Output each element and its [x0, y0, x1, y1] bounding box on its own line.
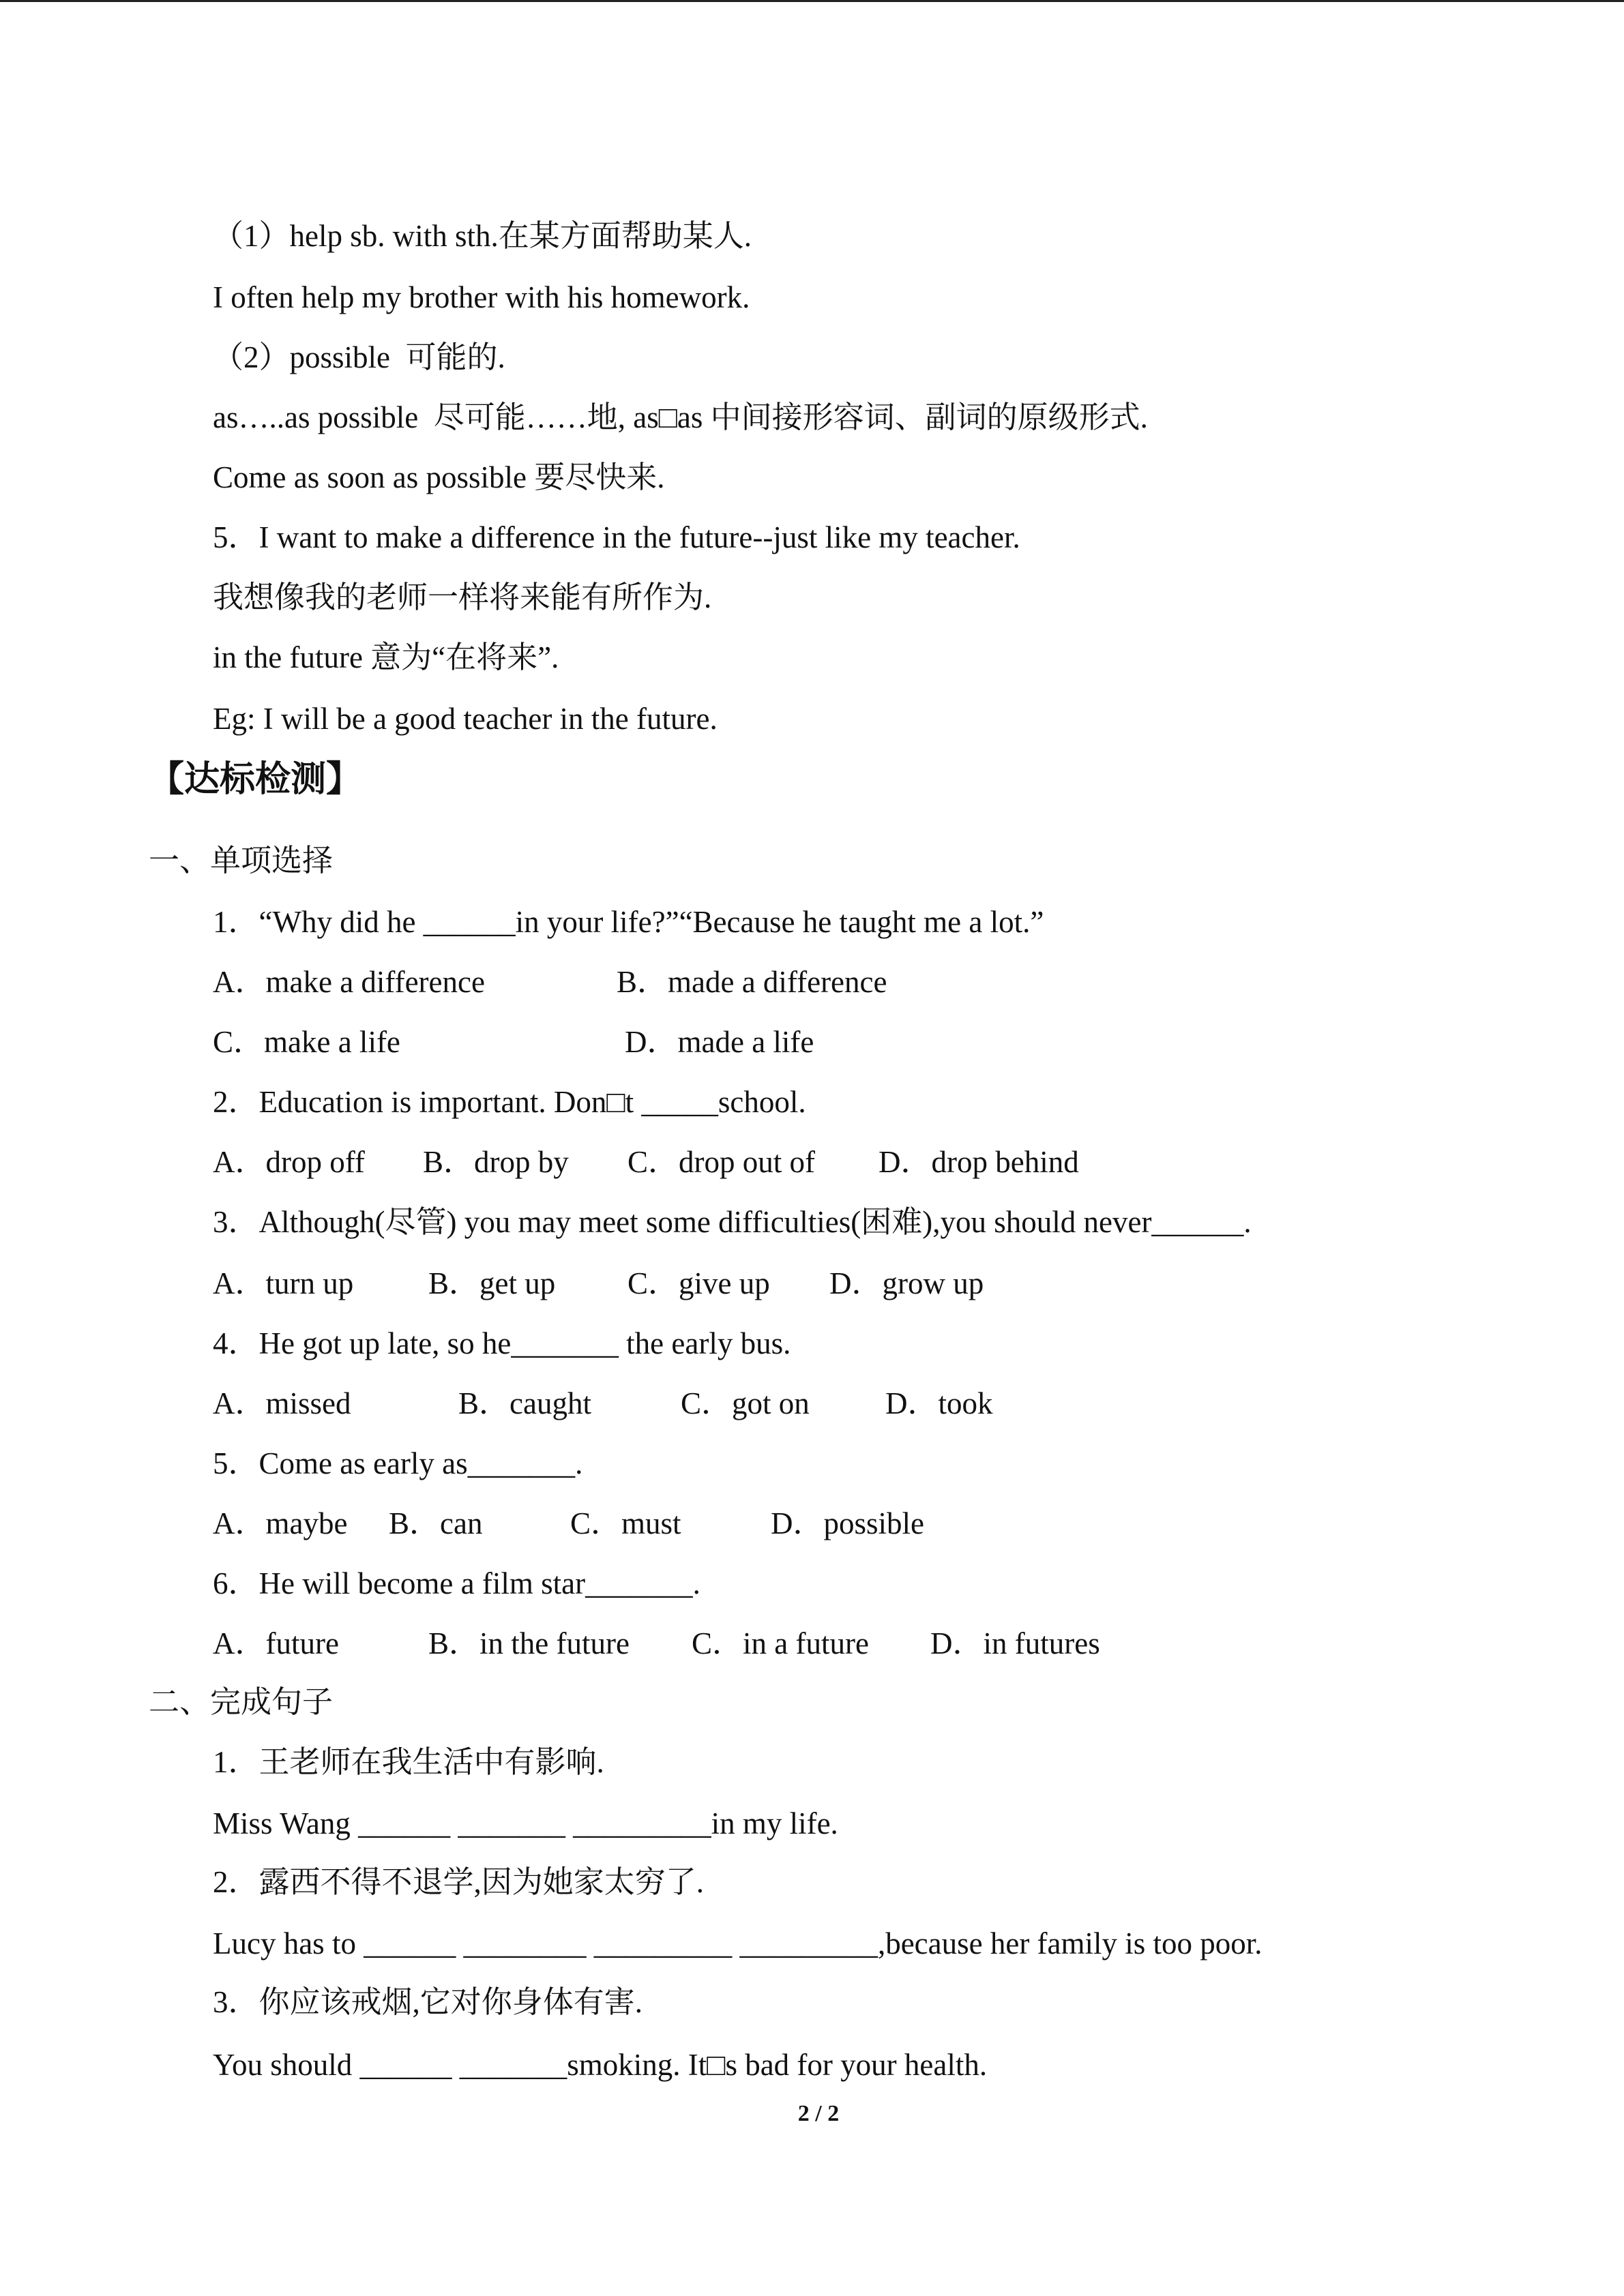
q5-option-c: C．must [570, 1506, 681, 1540]
q1-options-row1 [213, 961, 1441, 1002]
q6-option-c: C．in a future [692, 1626, 869, 1660]
note-5-translation: 我想像我的老师一样将来能有所作为. [213, 580, 712, 614]
q1-stem: 1．“Why did he ______in your life?”“Because he taught me a lot.” [213, 905, 1044, 939]
q4-option-d: D．took [885, 1386, 993, 1420]
note-as-possible-example: Come as soon as possible 要尽快来. [213, 460, 665, 494]
q3-option-c: C．give up [628, 1266, 770, 1300]
q6-option-b: B．in the future [428, 1626, 630, 1660]
q6-option-a: A．future [213, 1626, 339, 1660]
q1-option-d: D．made a life [625, 1025, 814, 1059]
page-number: 2 / 2 [797, 2101, 840, 2126]
q6-options [213, 1623, 1441, 1664]
section-title: 【达标检测】 [149, 759, 362, 800]
note-help-with: （1）help sb. with sth.在某方面帮助某人. [213, 219, 752, 253]
q3-option-d: D．grow up [829, 1266, 984, 1300]
note-possible: （2）possible 可能的. [213, 340, 505, 374]
q5-option-b: B．can [389, 1506, 483, 1540]
note-help-example: I often help my brother with his homework. [213, 280, 750, 314]
q5-options [213, 1503, 1441, 1544]
s3-chinese: 3．你应该戒烟,它对你身体有害. [213, 1985, 643, 2019]
q3-option-b: B．get up [428, 1266, 556, 1300]
q3-stem: 3．Although(尽管) you may meet some difficulties(困难),you should never______. [213, 1205, 1252, 1239]
q3-options [213, 1263, 1441, 1304]
q6-stem: 6．He will become a film star_______. [213, 1566, 700, 1600]
page-top-border [0, 0, 1624, 2]
q3-option-a: A．turn up [213, 1266, 354, 1300]
part1-title: 一、单项选择 [149, 844, 334, 878]
note-as-possible: as…..as possible 尽可能……地, as□as 中间接形容词、副词的原级形式. [213, 400, 1148, 434]
q2-option-b: B．drop by [423, 1145, 569, 1179]
note-in-the-future: in the future 意为“在将来”. [213, 640, 559, 674]
q2-options [213, 1142, 1441, 1182]
s1-english: Miss Wang ______ _______ _________in my life. [213, 1806, 838, 1840]
s2-chinese: 2．露西不得不退学,因为她家太穷了. [213, 1865, 705, 1899]
q1-option-c: C．make a life [213, 1025, 400, 1059]
q5-stem: 5．Come as early as_______. [213, 1446, 583, 1480]
s3-english: You should ______ _______smoking. It□s bad for your health. [213, 2048, 988, 2082]
q5-option-a: A．maybe [213, 1506, 348, 1540]
q6-option-d: D．in futures [930, 1626, 1100, 1660]
q5-option-d: D．possible [771, 1506, 925, 1540]
note-example: Eg: I will be a good teacher in the future. [213, 702, 718, 736]
q1-option-a: A．make a difference [213, 965, 485, 999]
q4-options [213, 1383, 1441, 1424]
q2-option-c: C．drop out of [628, 1145, 815, 1179]
q4-option-b: B．caught [458, 1386, 591, 1420]
q4-stem: 4．He got up late, so he_______ the early bus. [213, 1326, 791, 1360]
q1-options-row2 [213, 1022, 1441, 1062]
q2-option-a: A．drop off [213, 1145, 365, 1179]
q4-option-c: C．got on [681, 1386, 810, 1420]
q1-option-b: B．made a difference [617, 965, 887, 999]
q4-option-a: A．missed [213, 1386, 351, 1420]
q2-option-d: D．drop behind [879, 1145, 1079, 1179]
s1-chinese: 1．王老师在我生活中有影响. [213, 1745, 604, 1779]
s2-english: Lucy has to ______ ________ _________ _________,because her family is too poor. [213, 1926, 1263, 1960]
part2-title: 二、完成句子 [149, 1685, 334, 1719]
q2-stem: 2．Education is important. Don□t _____school. [213, 1085, 806, 1119]
note-5-sentence: 5．I want to make a difference in the future--just like my teacher. [213, 520, 1020, 554]
